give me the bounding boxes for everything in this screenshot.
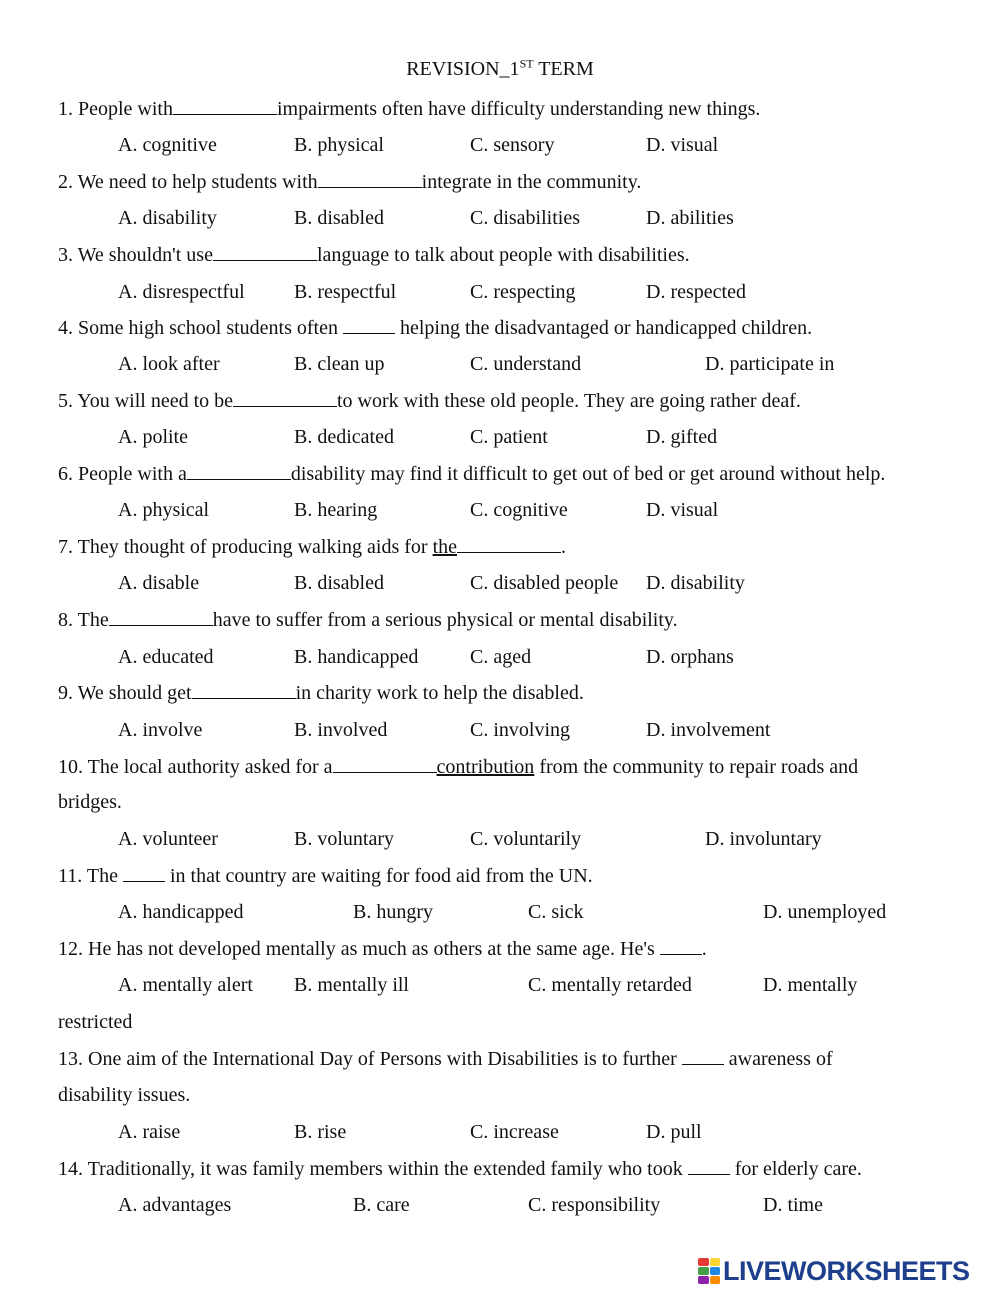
answer-blank[interactable]: [213, 242, 317, 261]
option-d[interactable]: D. time: [763, 1194, 823, 1216]
option-c[interactable]: C. disabilities: [470, 207, 580, 229]
question-5: 5. You will need to be to work with these old people. They are going rather deaf.: [58, 390, 801, 412]
answer-blank[interactable]: [688, 1156, 730, 1175]
option-b[interactable]: B. care: [353, 1194, 410, 1216]
logo-block: [698, 1258, 709, 1266]
option-a[interactable]: A. disable: [118, 572, 200, 594]
liveworksheets-logo[interactable]: [698, 1256, 994, 1286]
option-b[interactable]: B. rise: [294, 1121, 347, 1143]
option-c[interactable]: C. sensory: [470, 134, 555, 156]
question-8: 8. The have to suffer from a serious physical or mental disability.: [58, 609, 678, 631]
logo-block: [698, 1267, 709, 1275]
option-d[interactable]: D. involuntary: [705, 828, 822, 850]
option-c[interactable]: C. cognitive: [470, 499, 568, 521]
answer-blank[interactable]: [457, 534, 561, 553]
page-title: REVISION_1ST TERM: [406, 56, 594, 80]
option-c[interactable]: C. responsibility: [528, 1194, 661, 1216]
option-b[interactable]: B. dedicated: [294, 426, 394, 448]
answer-blank[interactable]: [333, 754, 437, 773]
question-6: 6. People with a disability may find it difficult to get out of bed or get around without help.: [58, 463, 886, 485]
option-c[interactable]: C. sick: [528, 901, 584, 923]
liveworksheets-logo-icon: [698, 1258, 720, 1284]
question-9: 9. We should get in charity work to help the disabled.: [58, 682, 584, 704]
answer-blank[interactable]: [109, 607, 213, 626]
question-12: 12. He has not developed mentally as much as others at the same age. He's .: [58, 938, 707, 960]
option-d[interactable]: D. mentally: [763, 974, 858, 996]
answer-blank[interactable]: [123, 863, 165, 882]
option-a[interactable]: A. polite: [118, 426, 188, 448]
option-a[interactable]: A. physical: [118, 499, 210, 521]
option-c[interactable]: C. involving: [470, 719, 571, 741]
answer-blank[interactable]: [173, 96, 277, 115]
question-14: 14. Traditionally, it was family members within the extended family who took for elderly care.: [58, 1158, 862, 1180]
option-c[interactable]: C. disabled people: [470, 572, 619, 594]
logo-block: [710, 1276, 721, 1284]
option-b[interactable]: B. hearing: [294, 499, 378, 521]
answer-blank[interactable]: [343, 315, 395, 334]
option-b[interactable]: B. voluntary: [294, 828, 394, 850]
option-c[interactable]: C. patient: [470, 426, 548, 448]
question-3: 3. We shouldn't use language to talk about people with disabilities.: [58, 244, 690, 266]
option-d[interactable]: D. respected: [646, 281, 746, 303]
answer-blank[interactable]: [660, 936, 702, 955]
logo-text: LIVEWORKSHEETS: [723, 1255, 970, 1286]
question-12-continuation: restricted: [58, 1011, 133, 1033]
option-d[interactable]: D. involvement: [646, 719, 771, 741]
option-b[interactable]: B. involved: [294, 719, 388, 741]
option-a[interactable]: A. raise: [118, 1121, 181, 1143]
option-c[interactable]: C. respecting: [470, 281, 576, 303]
option-c[interactable]: C. mentally retarded: [528, 974, 692, 996]
logo-block: [710, 1258, 721, 1266]
option-a[interactable]: A. educated: [118, 646, 214, 668]
logo-block: [710, 1267, 721, 1275]
answer-blank[interactable]: [233, 388, 337, 407]
option-b[interactable]: B. hungry: [353, 901, 433, 923]
question-1: 1. People with impairments often have difficulty understanding new things.: [58, 98, 761, 120]
option-c[interactable]: C. aged: [470, 646, 532, 668]
option-a[interactable]: A. volunteer: [118, 828, 218, 850]
option-d[interactable]: D. participate in: [705, 353, 835, 375]
option-a[interactable]: A. handicapped: [118, 901, 244, 923]
question-13: 13. One aim of the International Day of Persons with Disabilities is to further awareness of: [58, 1048, 833, 1070]
option-a[interactable]: A. involve: [118, 719, 203, 741]
option-b[interactable]: B. physical: [294, 134, 384, 156]
option-d[interactable]: D. pull: [646, 1121, 702, 1143]
option-b[interactable]: B. handicapped: [294, 646, 419, 668]
option-d[interactable]: D. unemployed: [763, 901, 887, 923]
answer-blank[interactable]: [682, 1046, 724, 1065]
option-c[interactable]: C. understand: [470, 353, 582, 375]
question-13-continuation: disability issues.: [58, 1084, 191, 1106]
logo-block: [698, 1276, 709, 1284]
question-10: 10. The local authority asked for a contribution from the community to repair roads and: [58, 756, 859, 778]
option-d[interactable]: D. disability: [646, 572, 745, 594]
option-a[interactable]: A. cognitive: [118, 134, 217, 156]
answer-blank[interactable]: [318, 169, 422, 188]
option-c[interactable]: C. voluntarily: [470, 828, 582, 850]
answer-blank[interactable]: [187, 461, 291, 480]
option-a[interactable]: A. advantages: [118, 1194, 232, 1216]
option-a[interactable]: A. disability: [118, 207, 217, 229]
option-d[interactable]: D. visual: [646, 499, 719, 521]
option-b[interactable]: B. mentally ill: [294, 974, 409, 996]
question-2: 2. We need to help students with integrate in the community.: [58, 171, 642, 193]
option-d[interactable]: D. gifted: [646, 426, 718, 448]
option-b[interactable]: B. disabled: [294, 572, 384, 594]
option-d[interactable]: D. orphans: [646, 646, 734, 668]
option-d[interactable]: D. visual: [646, 134, 719, 156]
question-7: 7. They thought of producing walking aids for the .: [58, 536, 567, 558]
question-4: 4. Some high school students often helping the disadvantaged or handicapped children.: [58, 317, 813, 339]
option-b[interactable]: B. respectful: [294, 281, 397, 303]
option-c[interactable]: C. increase: [470, 1121, 559, 1143]
option-a[interactable]: A. mentally alert: [118, 974, 253, 996]
option-b[interactable]: B. clean up: [294, 353, 385, 375]
question-10-continuation: bridges.: [58, 791, 122, 813]
option-a[interactable]: A. disrespectful: [118, 281, 245, 303]
option-d[interactable]: D. abilities: [646, 207, 734, 229]
answer-blank[interactable]: [192, 680, 296, 699]
question-11: 11. The in that country are waiting for food aid from the UN.: [58, 865, 593, 887]
option-b[interactable]: B. disabled: [294, 207, 384, 229]
option-a[interactable]: A. look after: [118, 353, 220, 375]
